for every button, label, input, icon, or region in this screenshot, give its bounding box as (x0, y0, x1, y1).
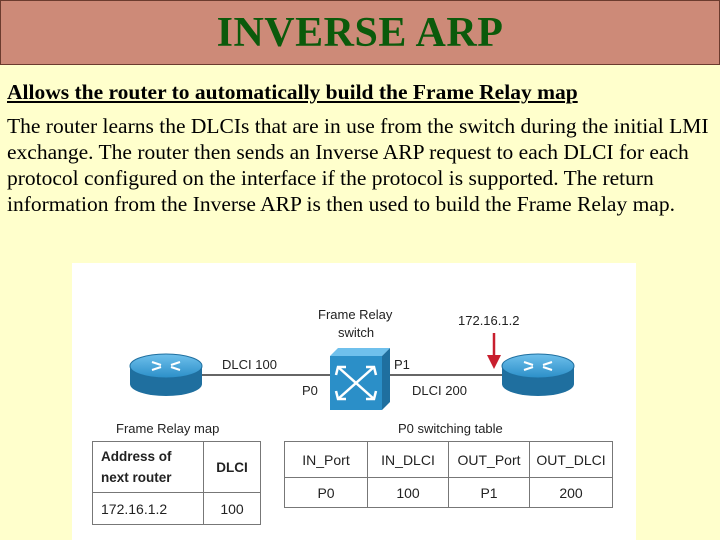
map-header-dlci: DLCI (204, 442, 261, 493)
frame-relay-switch-icon (330, 348, 390, 410)
switch-header-out-port: OUT_Port (449, 442, 530, 478)
slide-heading: Allows the router to automatically build the Frame Relay map (7, 80, 578, 104)
map-header-address: Address of next router (93, 442, 204, 493)
port-p1-label: P1 (394, 357, 410, 372)
map-cell-dlci: 100 (204, 493, 261, 525)
port-p0-label: P0 (302, 383, 318, 398)
inverse-arp-arrow (487, 333, 501, 369)
slide-body-text: The router learns the DLCIs that are in use from the switch during the initial LMI exchange. The router then sends an Inverse ARP request to each DLCI for each protocol configured on the interface if the protocol is supported. The return information from the Inverse ARP is then used to build the Frame Relay map. (7, 114, 709, 216)
switch-cell-in-dlci: 100 (368, 478, 449, 508)
switch-header-out-dlci: OUT_DLCI (530, 442, 613, 478)
left-router-icon (130, 354, 202, 396)
frame-relay-map-table (92, 441, 261, 525)
right-router-icon (502, 354, 574, 396)
switch-header-in-dlci: IN_DLCI (368, 442, 449, 478)
table-row (93, 442, 261, 493)
switch-cell-out-port: P1 (449, 478, 530, 508)
ip-address-label: 172.16.1.2 (458, 313, 520, 328)
frame-relay-diagram (72, 263, 636, 540)
frame-relay-map-title: Frame Relay map (116, 421, 220, 436)
switching-table (284, 441, 613, 508)
switching-table-title: P0 switching table (398, 421, 503, 436)
switch-label-line1: Frame Relay (318, 307, 393, 322)
switch-label-line2: switch (338, 325, 375, 340)
switch-cell-in-port: P0 (285, 478, 368, 508)
table-row (93, 493, 261, 525)
map-cell-address: 172.16.1.2 (93, 493, 204, 525)
switch-header-in-port: IN_Port (285, 442, 368, 478)
dlci-right-label: DLCI 200 (412, 383, 467, 398)
table-row (285, 478, 613, 508)
dlci-left-label: DLCI 100 (222, 357, 277, 372)
title-bar (0, 0, 720, 65)
switch-cell-out-dlci: 200 (530, 478, 613, 508)
slide-title: INVERSE ARP (216, 9, 504, 56)
table-row (285, 442, 613, 478)
